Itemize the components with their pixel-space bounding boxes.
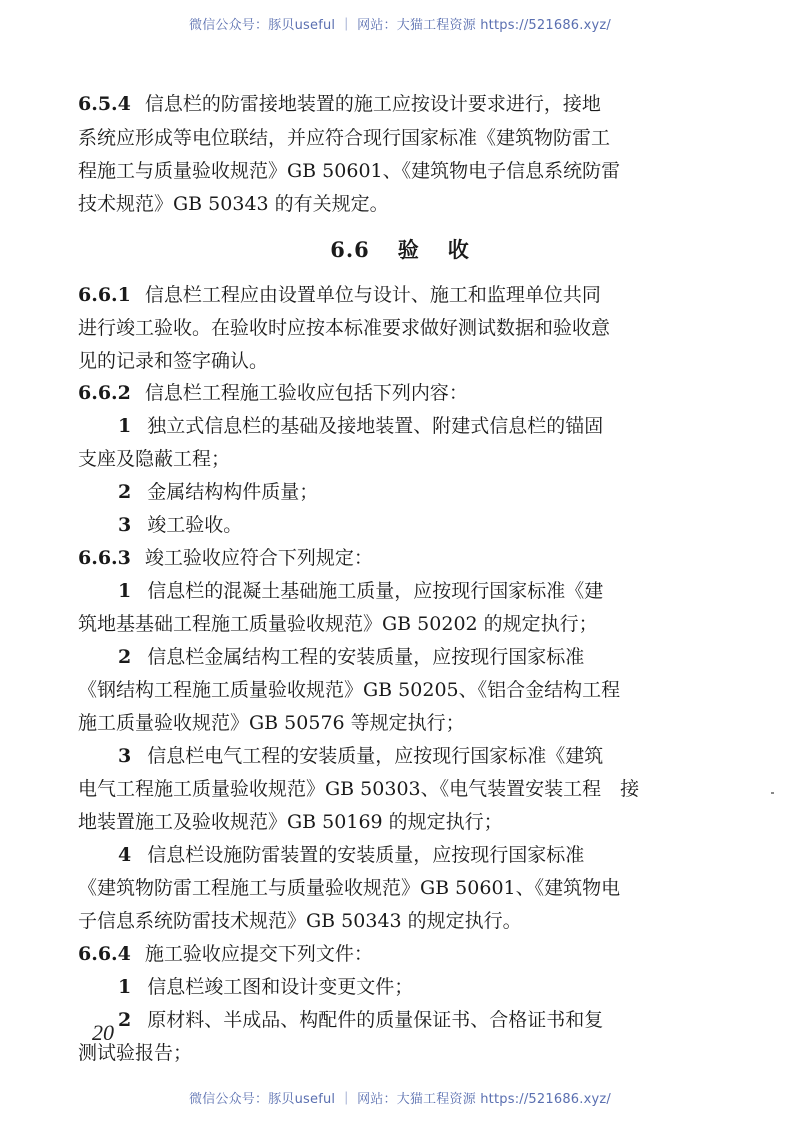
item-number: 4 xyxy=(118,844,132,866)
list-item xyxy=(118,414,740,438)
clause-6-6-3-line xyxy=(78,546,740,570)
list-item-continuation: 测试验报告； xyxy=(78,1042,193,1064)
list-item-continuation: 支座及隐蔽工程； xyxy=(78,448,231,470)
list-item xyxy=(118,1008,740,1032)
list-item xyxy=(118,480,740,504)
item-text: 原材料、半成品、构配件的质量保证书、合格证书和复 xyxy=(147,1009,604,1031)
item-number: 2 xyxy=(118,646,132,668)
clause-text: 施工验收应提交下列文件： xyxy=(144,943,373,965)
item-text: 竣工验收。 xyxy=(147,514,243,536)
watermark-bottom: 微信公众号：豚贝useful ｜ 网站：大猫工程资源 https://521686.xyz/ xyxy=(189,1092,611,1107)
section-heading xyxy=(0,234,800,264)
item-number: 3 xyxy=(118,514,132,536)
section-title-b: 收 xyxy=(447,237,470,262)
clause-text: 竣工验收应符合下列规定： xyxy=(144,547,373,569)
item-text: 金属结构构件质量； xyxy=(147,481,319,503)
item-number: 1 xyxy=(118,976,132,998)
clause-6-6-1-line: 见的记录和签字确认。 xyxy=(78,350,269,372)
clause-6-6-4-line xyxy=(78,942,740,966)
list-item xyxy=(118,513,740,537)
list-item-continuation: 电气工程施工质量验收规范》GB 50303、《电气装置安装工程 接 xyxy=(78,778,640,800)
item-text: 信息栏的混凝土基础施工质量，应按现行国家标准《建 xyxy=(147,580,604,602)
clause-text: 信息栏工程施工验收应包括下列内容： xyxy=(144,382,468,404)
list-item-continuation: 筑地基基础工程施工质量验收规范》GB 50202 的规定执行； xyxy=(78,613,598,635)
item-number: 2 xyxy=(118,481,132,503)
item-number: 2 xyxy=(118,1009,132,1031)
clause-text: 信息栏的防雷接地装置的施工应按设计要求进行，接地 xyxy=(144,93,601,115)
clause-number: 6.6.4 xyxy=(78,943,131,965)
clause-6-5-4-line: 程施工与质量验收规范》GB 50601、《建筑物电子信息系统防雷 xyxy=(78,160,621,182)
clause-6-5-4-line: 技术规范》GB 50343 的有关规定。 xyxy=(78,193,389,215)
page-number: 20 xyxy=(92,1020,114,1045)
clause-6-5-4-line xyxy=(78,92,740,116)
item-number: 3 xyxy=(118,745,132,767)
list-item xyxy=(118,579,740,603)
list-item xyxy=(118,744,740,768)
list-item-continuation: 施工质量验收规范》GB 50576 等规定执行； xyxy=(78,712,465,734)
scan-speck xyxy=(771,792,774,794)
list-item-continuation: 地装置施工及验收规范》GB 50169 的规定执行； xyxy=(78,811,503,833)
clause-6-5-4-line: 系统应形成等电位联结，并应符合现行国家标准《建筑物防雷工 xyxy=(78,127,611,149)
list-item-continuation: 《建筑物防雷工程施工与质量验收规范》GB 50601、《建筑物电 xyxy=(78,877,621,899)
list-item-continuation: 《钢结构工程施工质量验收规范》GB 50205、《铝合金结构工程 xyxy=(78,679,621,701)
clause-6-6-2-line xyxy=(78,381,740,405)
section-title-a: 验 xyxy=(397,237,420,262)
item-text: 信息栏金属结构工程的安装质量，应按现行国家标准 xyxy=(147,646,585,668)
item-text: 信息栏电气工程的安装质量，应按现行国家标准《建筑 xyxy=(147,745,604,767)
clause-6-6-1-line xyxy=(78,283,740,307)
clause-number: 6.6.2 xyxy=(78,382,131,404)
item-text: 信息栏设施防雷装置的安装质量，应按现行国家标准 xyxy=(147,844,585,866)
item-text: 独立式信息栏的基础及接地装置、附建式信息栏的锚固 xyxy=(147,415,604,437)
list-item-continuation: 子信息系统防雷技术规范》GB 50343 的规定执行。 xyxy=(78,910,522,932)
section-number: 6.6 xyxy=(330,237,370,262)
list-item xyxy=(118,975,740,999)
clause-number: 6.5.4 xyxy=(78,93,131,115)
clause-text: 信息栏工程应由设置单位与设计、施工和监理单位共同 xyxy=(144,284,601,306)
list-item xyxy=(118,645,740,669)
item-text: 信息栏竣工图和设计变更文件； xyxy=(147,976,414,998)
clause-6-6-1-line: 进行竣工验收。在验收时应按本标准要求做好测试数据和验收意 xyxy=(78,317,611,339)
clause-number: 6.6.3 xyxy=(78,547,131,569)
item-number: 1 xyxy=(118,415,132,437)
list-item xyxy=(118,843,740,867)
clause-number: 6.6.1 xyxy=(78,284,131,306)
watermark-top: 微信公众号：豚贝useful ｜ 网站：大猫工程资源 https://521686.xyz/ xyxy=(189,18,611,33)
item-number: 1 xyxy=(118,580,132,602)
